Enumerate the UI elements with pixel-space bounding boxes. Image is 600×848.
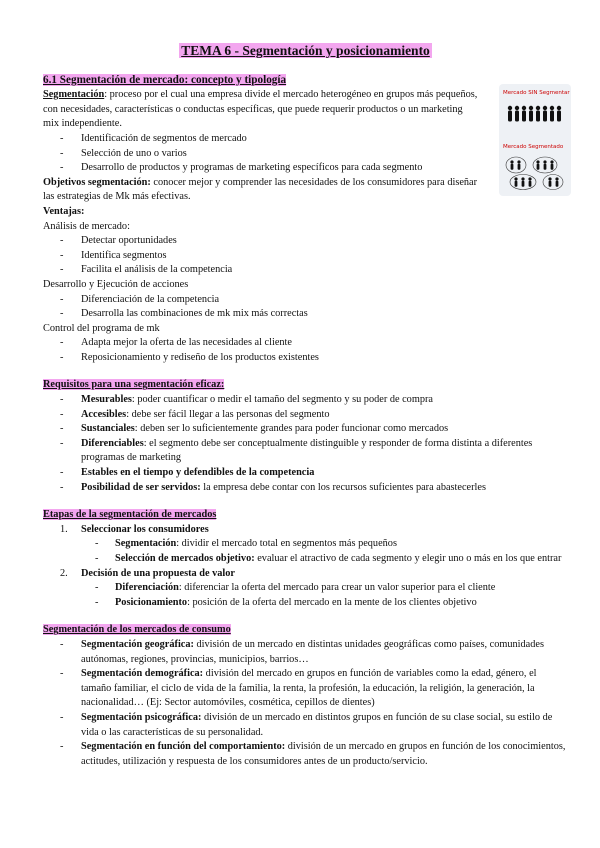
definition-term: Segmentación [43, 89, 105, 101]
list-item: - Reposicionamiento y rediseño de los productos existentes [43, 351, 568, 366]
list-item: - Identifica segmentos [43, 249, 568, 264]
analysis-list [43, 234, 568, 278]
list-item: - Accesibles: debe ser fácil llegar a las personas del segmento [43, 408, 568, 423]
list-item: - Segmentación psicográfica: división de un mercado en distintos grupos en función de su clase social, su estilo de vida o las características de su personalidad. [43, 711, 568, 740]
section-heading-segmentation: 6.1 Segmentación de mercado: concepto y tipología [43, 73, 287, 86]
advantages-analysis-label: Análisis de mercado: [43, 220, 130, 232]
list-item: - Desarrollo de productos y programas de marketing específicos para cada segmento [43, 161, 568, 176]
list-item: - Diferenciables: el segmento debe ser conceptualmente distinguible y responder de forma distinta a diferentes programas de marketing [43, 437, 568, 466]
list-item: - Posibilidad de ser servidos: la empresa debe contar con los recursos suficientes para abastecerles [43, 481, 568, 496]
stages-list [43, 523, 568, 611]
list-item: - Adapta mejor la oferta de las necesidades al cliente [43, 336, 568, 351]
list-item: - Selección de mercados objetivo: evaluar el atractivo de cada segmento y elegir uno o más en los que entrar [43, 552, 568, 567]
list-item: - Diferenciación: diferenciar la oferta del mercado para crear un valor superior para el cliente [43, 581, 568, 596]
consumer-segmentation-heading: Segmentación de los mercados de consumo [43, 624, 231, 636]
advantages-heading: Ventajas: [43, 205, 85, 217]
list-item: - Detectar oportunidades [43, 234, 568, 249]
stage-item: 2. Decisión de una propuesta de valor - Diferenciación: diferenciar la oferta del mercado para crear un valor superior para el cliente - Posicionamiento: posición de la oferta del mercado en la mente de los clientes objetivo [43, 567, 568, 611]
definition-text: : proceso por el cual una empresa divide el mercado heterogéneo en grupos más pequeños, con necesidades, características o conductas específicas, que puede requerir productos o un marketing mix independiente. [43, 89, 478, 130]
segmentation-definition [43, 88, 478, 132]
list-item: - Segmentación: dividir el mercado total en segmentos más pequeños [43, 537, 568, 552]
page-title: TEMA 6 - Segmentación y posicionamiento [181, 43, 430, 58]
stage-item: 1. Seleccionar los consumidores - Segmentación: dividir el mercado total en segmentos más pequeños - Selección de mercados objetivo: evaluar el atractivo de cada segmento y elegir uno o más en los que entrar [43, 523, 568, 567]
objectives-text: conocer mejor y comprender las necesidades de los consumidores para diseñar las estrategias de Mk más efectivas. [43, 176, 478, 203]
advantages-control-label: Control del programa de mk [43, 322, 160, 334]
requirements-list [43, 393, 568, 495]
development-list [43, 293, 568, 322]
list-item: - Identificación de segmentos de mercado [43, 132, 568, 147]
objectives-term: Objetivos segmentación: [43, 176, 151, 188]
list-item: - Segmentación en función del comportamiento: división de un mercado en grupos en función de los conocimientos, actitudes, utilización y respuesta de los consumidores antes de un producto/servicio. [43, 740, 568, 769]
requirements-heading: Requisitos para una segmentación eficaz: [43, 379, 225, 391]
stages-heading: Etapas de la segmentación de mercados [43, 509, 217, 521]
control-list [43, 336, 568, 365]
list-item: - Posicionamiento: posición de la oferta del mercado en la mente de los clientes objetivo [43, 596, 568, 611]
list-item: - Diferenciación de la competencia [43, 293, 568, 308]
list-item: - Facilita el análisis de la competencia [43, 263, 568, 278]
segmentation-objectives [43, 176, 478, 205]
list-item: - Estables en el tiempo y defendibles de la competencia [43, 466, 568, 481]
list-item: - Selección de uno o varios [43, 147, 568, 162]
list-item: - Desarrolla las combinaciones de mk mix más correctas [43, 307, 568, 322]
definition-list [43, 132, 568, 176]
figure-label-segmented: Mercado Segmentado [503, 144, 564, 150]
advantages-development-label: Desarrollo y Ejecución de acciones [43, 278, 189, 290]
list-item: - Segmentación demográfica: división del mercado en grupos en función de variables como la edad, género, el tamaño familiar, el ciclo de vida de la familia, la renta, la profesión, la educación, la religión, la generación, la nacionalidad… (Ej: Sector automóviles, cosmética, cepillos de dientes) [43, 667, 568, 711]
list-item: - Mesurables: poder cuantificar o medir el tamaño del segmento y su poder de compra [43, 393, 568, 408]
list-item: - Sustanciales: deben ser lo suficientemente grandes para poder funcionar como mercados [43, 422, 568, 437]
document-page [43, 44, 568, 769]
consumer-segmentation-list [43, 638, 568, 769]
figure-label-unsegmented: Mercado SIN Segmentar [503, 90, 570, 96]
list-item: - Segmentación geográfica: división de un mercado en distintas unidades geográficas como países, comunidades autónomas, regiones, provincias, municipios, barrios… [43, 638, 568, 667]
